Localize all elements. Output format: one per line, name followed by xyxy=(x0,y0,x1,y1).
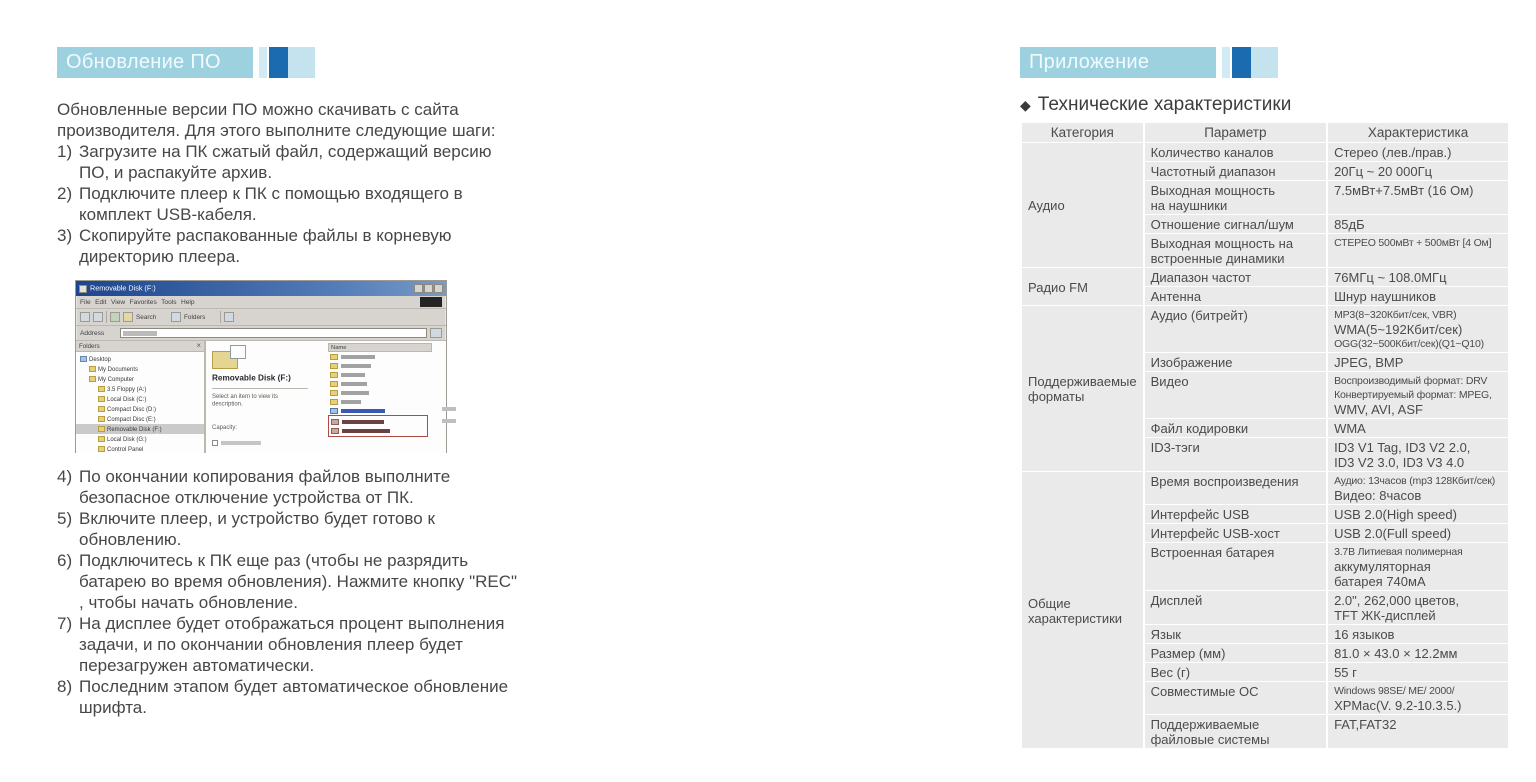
step-text: Подключитесь к ПК еще раз (чтобы не разрядить батарею во время обновления). Нажмите кнопку "REC" , чтобы начать обновление. xyxy=(79,551,518,612)
value-line: TFT ЖК-дисплей xyxy=(1334,608,1436,623)
menu-items: File Edit View Favorites Tools Help xyxy=(80,298,195,306)
checkbox-icon xyxy=(212,440,218,446)
step-item xyxy=(57,550,525,613)
diamond-bullet-icon: ◆ xyxy=(1020,97,1031,113)
tree-item-label: Compact Disc (E:) xyxy=(107,415,156,423)
specs-value-cell xyxy=(1328,625,1508,643)
header-accent-light xyxy=(1251,47,1278,78)
param-line: Изображение xyxy=(1150,355,1233,370)
step-item xyxy=(57,466,525,508)
param-line: Поддерживаемые xyxy=(1150,717,1260,732)
step-item xyxy=(57,225,525,267)
value-line: USB 2.0(Full speed) xyxy=(1334,526,1452,541)
specs-param-cell xyxy=(1145,663,1326,681)
specs-heading xyxy=(1020,94,1512,116)
value-line: WMA(5~192Кбит/сек) xyxy=(1334,322,1463,337)
specs-param-cell xyxy=(1145,644,1326,662)
specs-value-cell xyxy=(1328,181,1508,214)
folder-icon xyxy=(330,399,338,405)
file-icon xyxy=(330,408,338,414)
specs-row xyxy=(1022,306,1508,352)
section-header-software-update xyxy=(57,47,525,78)
folder-row xyxy=(328,352,432,361)
param-line: на наушники xyxy=(1150,198,1228,213)
folders-tree xyxy=(76,352,204,454)
value-line: Аудио: 13часов (mp3 128Кбит/сек) xyxy=(1334,475,1496,487)
drive-title: Removable Disk (F:) xyxy=(212,374,291,384)
tree-item-label: Desktop xyxy=(89,355,112,363)
step-number: 2) xyxy=(57,184,73,203)
tree-item xyxy=(76,364,204,374)
param-line: Выходная мощность xyxy=(1150,183,1276,198)
explorer-window-title: Removable Disk (F:) xyxy=(90,284,156,293)
param-line: ID3-тэги xyxy=(1150,440,1200,455)
value-line: ID3 V2 3.0, ID3 V3 4.0 xyxy=(1334,455,1465,470)
step-text: Последним этапом будет автоматическое обновление шрифта. xyxy=(79,677,509,717)
specs-param-cell xyxy=(1145,234,1326,267)
specs-value-cell xyxy=(1328,306,1508,352)
step-item xyxy=(57,676,525,718)
step-text: Включите плеер, и устройство будет готово к обновлению. xyxy=(79,509,435,549)
folders-pane xyxy=(76,341,206,453)
tree-item-label: Local Disk (C:) xyxy=(107,395,147,403)
value-line: FAT,FAT32 xyxy=(1334,717,1397,732)
specs-row xyxy=(1022,143,1508,161)
specs-value-cell xyxy=(1328,419,1508,437)
specs-value-cell xyxy=(1328,505,1508,523)
step-text: Подключите плеер к ПК с помощью входящего в комплект USB-кабеля. xyxy=(79,184,463,224)
specs-param-cell xyxy=(1145,682,1326,714)
specs-heading-text: Технические характеристики xyxy=(1037,94,1292,115)
drive-icon xyxy=(212,345,258,371)
value-line: Windows 98SE/ ME/ 2000/ xyxy=(1334,685,1455,697)
value-line: 76МГц ~ 108.0МГц xyxy=(1334,270,1447,285)
param-line: Видео xyxy=(1150,374,1189,389)
folder-row xyxy=(328,388,432,397)
tree-item xyxy=(76,434,204,444)
value-line: Воспроизводимый формат: DRV xyxy=(1334,375,1488,387)
value-line: 81.0 × 43.0 × 12.2мм xyxy=(1334,646,1458,661)
specs-value-cell xyxy=(1328,162,1508,180)
firmware-file-row xyxy=(329,426,427,435)
specs-col-header: Категория xyxy=(1022,123,1143,142)
param-line: Дисплей xyxy=(1150,593,1203,608)
highlighted-files-box xyxy=(328,415,428,437)
name-column-header: Name xyxy=(328,343,432,352)
section-title-bar xyxy=(57,47,253,78)
value-line: 55 г xyxy=(1334,665,1357,680)
tree-item xyxy=(76,414,204,424)
value-line: 3.7В Литиевая полимерная xyxy=(1334,546,1463,558)
specs-col-header: Параметр xyxy=(1145,123,1326,142)
specs-param-cell xyxy=(1145,287,1326,305)
specs-value-cell xyxy=(1328,353,1508,371)
specs-value-cell xyxy=(1328,472,1508,504)
tree-item-label: Compact Disc (D:) xyxy=(107,405,157,413)
specs-value-cell xyxy=(1328,682,1508,714)
section-title-bar xyxy=(1020,47,1216,78)
value-line: WMV, AVI, ASF xyxy=(1334,402,1423,417)
folders-pane-title: Folders xyxy=(79,342,100,350)
specs-value-cell xyxy=(1328,663,1508,681)
specs-value-cell xyxy=(1328,143,1508,161)
tree-item xyxy=(76,444,204,454)
specs-value-cell xyxy=(1328,438,1508,471)
folder-row xyxy=(328,397,432,406)
folder-icon xyxy=(89,366,96,372)
folders-icon xyxy=(171,312,181,322)
specs-value-cell xyxy=(1328,287,1508,305)
step-text: Загрузите на ПК сжатый файл, содержащий версию ПО, и распакуйте архив. xyxy=(79,142,492,182)
folder-row xyxy=(328,361,432,370)
forward-icon xyxy=(93,312,103,322)
param-line: Встроенная батарея xyxy=(1150,545,1275,560)
specs-param-cell xyxy=(1145,419,1326,437)
address-text-blur xyxy=(123,331,157,336)
value-line: XPMac(V. 9.2-10.3.5.) xyxy=(1334,698,1462,713)
specs-param-cell xyxy=(1145,472,1326,504)
tree-item-label: Removable Disk (F:) xyxy=(107,425,162,433)
divider xyxy=(212,388,308,389)
tree-item xyxy=(76,374,204,384)
views-icon xyxy=(224,312,234,322)
tree-item-label: My Documents xyxy=(98,365,139,373)
specs-value-cell xyxy=(1328,372,1508,418)
specs-param-cell xyxy=(1145,715,1326,748)
specs-header-row xyxy=(1022,123,1508,142)
param-line: Совместимые ОС xyxy=(1150,684,1259,699)
drive-description-panel xyxy=(212,345,320,446)
header-accent-light xyxy=(288,47,315,78)
specs-param-cell xyxy=(1145,143,1326,161)
step-number: 7) xyxy=(57,614,73,633)
specs-value-cell xyxy=(1328,234,1508,267)
back-icon xyxy=(80,312,90,322)
step-item xyxy=(57,141,525,183)
tree-item-label: 3.5 Floppy (A:) xyxy=(107,385,147,393)
tree-item-label: Control Panel xyxy=(107,445,144,453)
link-file-row xyxy=(328,406,432,415)
step-text: По окончании копирования файлов выполните безопасное отключение устройства от ПК. xyxy=(79,467,451,507)
specs-param-cell xyxy=(1145,215,1326,233)
tree-item xyxy=(76,424,204,434)
tree-item xyxy=(76,404,204,414)
param-line: Отношение сигнал/шум xyxy=(1150,217,1294,232)
search-icon xyxy=(123,312,133,322)
step-number: 3) xyxy=(57,226,73,245)
specs-param-cell xyxy=(1145,625,1326,643)
value-line: Конвертируемый формат: MPEG, xyxy=(1334,389,1492,401)
param-line: Время воспроизведения xyxy=(1150,474,1299,489)
specs-value-cell xyxy=(1328,268,1508,286)
value-line: USB 2.0(High speed) xyxy=(1334,507,1457,522)
tree-item xyxy=(76,394,204,404)
param-line: Вес (г) xyxy=(1150,665,1191,680)
value-line: СТЕРЕО 500мВт + 500мВт [4 Ом] xyxy=(1334,237,1492,249)
value-line: WMA xyxy=(1334,421,1366,436)
param-line: Выходная мощность на xyxy=(1150,236,1294,251)
specs-value-cell xyxy=(1328,644,1508,662)
explorer-content-pane xyxy=(206,341,446,453)
folder-icon xyxy=(330,390,338,396)
param-line: файловые системы xyxy=(1150,732,1270,747)
toolbar-divider xyxy=(220,311,221,323)
section-title: Приложение xyxy=(1029,51,1150,73)
search-label: Search xyxy=(136,313,157,321)
tree-item xyxy=(76,354,204,364)
appendix-section xyxy=(1020,47,1512,749)
file-size-column xyxy=(442,407,456,423)
folder-icon xyxy=(89,376,96,382)
value-line: 85дБ xyxy=(1334,217,1365,232)
specs-category-cell: Общие характеристики xyxy=(1022,472,1143,748)
section-header-appendix xyxy=(1020,47,1512,78)
value-line: 16 языков xyxy=(1334,627,1395,642)
explorer-window xyxy=(75,280,447,453)
maximize-icon xyxy=(424,284,433,293)
address-label: Address xyxy=(80,329,105,337)
value-line: OGG(32~500Кбит/сек)(Q1~Q10) xyxy=(1334,338,1484,350)
tree-item xyxy=(76,384,204,394)
specs-param-cell xyxy=(1145,268,1326,286)
window-icon xyxy=(79,285,87,293)
specs-col-header: Характеристика xyxy=(1328,123,1508,142)
param-line: встроенные динамики xyxy=(1150,251,1285,266)
header-accent-dark xyxy=(1232,47,1251,78)
folder-icon xyxy=(330,381,338,387)
step-item xyxy=(57,183,525,225)
up-icon xyxy=(110,312,120,322)
drive-icon xyxy=(98,406,105,412)
value-line: аккумуляторная xyxy=(1334,559,1431,574)
specs-param-cell xyxy=(1145,505,1326,523)
value-line: 20Гц ~ 20 000Гц xyxy=(1334,164,1433,179)
folder-icon xyxy=(98,446,105,452)
specs-param-cell xyxy=(1145,543,1326,590)
close-icon xyxy=(434,284,443,293)
tree-item-label: Local Disk (G:) xyxy=(107,435,147,443)
param-line: Язык xyxy=(1150,627,1181,642)
specs-param-cell xyxy=(1145,372,1326,418)
value-line: батарея 740мА xyxy=(1334,574,1426,589)
drive-icon xyxy=(98,426,105,432)
folders-pane-header xyxy=(76,341,204,352)
value-line: MP3(8~320Кбит/сек, VBR) xyxy=(1334,309,1457,321)
software-update-section xyxy=(57,47,525,718)
specs-category-cell: Радио FM xyxy=(1022,268,1143,305)
drive-hint-text: Select an item to view its description. xyxy=(212,393,279,408)
header-accent-dark xyxy=(269,47,288,78)
param-line: Файл кодировки xyxy=(1150,421,1249,436)
explorer-titlebar xyxy=(76,281,446,296)
folder-icon xyxy=(80,356,87,362)
param-line: Антенна xyxy=(1150,289,1202,304)
specs-value-cell xyxy=(1328,591,1508,624)
value-line: Видео: 8часов xyxy=(1334,488,1422,503)
specs-table xyxy=(1020,122,1510,749)
step-number: 1) xyxy=(57,142,73,161)
folders-label: Folders xyxy=(183,313,206,321)
go-icon xyxy=(430,328,442,338)
steps-list-1 xyxy=(57,141,525,267)
section-title: Обновление ПО xyxy=(66,51,221,73)
firmware-file-row xyxy=(329,417,427,426)
folder-icon xyxy=(330,363,338,369)
step-number: 4) xyxy=(57,467,73,486)
param-line: Диапазон частот xyxy=(1150,270,1252,285)
minimize-icon xyxy=(414,284,423,293)
specs-category-cell: Поддерживаемые форматы xyxy=(1022,306,1143,471)
file-icon xyxy=(331,419,339,425)
drive-icon xyxy=(98,436,105,442)
value-line: ID3 V1 Tag, ID3 V2 2.0, xyxy=(1334,440,1471,455)
explorer-addressbar xyxy=(76,326,446,341)
specs-param-cell xyxy=(1145,591,1326,624)
step-text: Скопируйте распакованные файлы в корневую директорию плеера. xyxy=(79,226,452,266)
specs-category-cell: Аудио xyxy=(1022,143,1143,267)
file-icon xyxy=(331,428,339,434)
specs-param-cell xyxy=(1145,162,1326,180)
specs-param-cell xyxy=(1145,181,1326,214)
checkbox-label-blur xyxy=(221,441,261,445)
capacity-text: Capacity: xyxy=(212,424,238,431)
folder-row xyxy=(328,379,432,388)
specs-value-cell xyxy=(1328,715,1508,748)
explorer-menubar xyxy=(76,296,446,309)
param-line: Аудио (битрейт) xyxy=(1150,308,1248,323)
folder-icon xyxy=(330,372,338,378)
step-text: На дисплее будет отображаться процент выполнения задачи, и по окончании обновления плеер будет перезагружен автоматически. xyxy=(79,614,505,675)
explorer-screenshot-figure xyxy=(75,280,447,453)
header-accent-pale xyxy=(259,47,267,78)
specs-row xyxy=(1022,268,1508,286)
drive-icon xyxy=(98,416,105,422)
address-input xyxy=(120,328,427,338)
steps-list-2 xyxy=(57,466,525,718)
value-line: JPEG, BMP xyxy=(1334,355,1404,370)
folder-icon xyxy=(330,354,338,360)
drive-icon xyxy=(98,396,105,402)
step-item xyxy=(57,508,525,550)
param-line: Частотный диапазон xyxy=(1150,164,1276,179)
specs-value-cell xyxy=(1328,524,1508,542)
value-line: 2.0", 262,000 цветов, xyxy=(1334,593,1460,608)
specs-value-cell xyxy=(1328,215,1508,233)
step-number: 5) xyxy=(57,509,73,528)
folder-row xyxy=(328,370,432,379)
specs-value-cell xyxy=(1328,543,1508,590)
header-accent-pale xyxy=(1222,47,1230,78)
step-item xyxy=(57,613,525,676)
param-line: Размер (мм) xyxy=(1150,646,1226,661)
specs-param-cell xyxy=(1145,353,1326,371)
value-line: 7.5мВт+7.5мВт (16 Ом) xyxy=(1334,183,1474,198)
step-number: 8) xyxy=(57,677,73,696)
windows-logo-icon xyxy=(420,297,442,307)
specs-param-cell xyxy=(1145,438,1326,471)
specs-param-cell xyxy=(1145,306,1326,352)
toolbar-divider xyxy=(106,311,107,323)
checkbox-row xyxy=(212,440,320,446)
drive-icon xyxy=(98,386,105,392)
explorer-body xyxy=(76,341,446,453)
specs-param-cell xyxy=(1145,524,1326,542)
file-list xyxy=(328,343,432,437)
close-pane-icon: × xyxy=(196,341,201,350)
explorer-toolbar xyxy=(76,309,446,326)
tree-item-label: My Computer xyxy=(98,375,135,383)
intro-paragraph: Обновленные версии ПО можно скачивать с сайта производителя. Для этого выполните следующие шаги: xyxy=(57,100,496,140)
step-number: 6) xyxy=(57,551,73,570)
param-line: Интерфейс USB-хост xyxy=(1150,526,1280,541)
param-line: Количество каналов xyxy=(1150,145,1274,160)
window-controls xyxy=(414,284,443,293)
param-line: Интерфейс USB xyxy=(1150,507,1250,522)
value-line: Шнур наушников xyxy=(1334,289,1436,304)
value-line: Стерео (лев./прав.) xyxy=(1334,145,1452,160)
specs-row xyxy=(1022,472,1508,504)
